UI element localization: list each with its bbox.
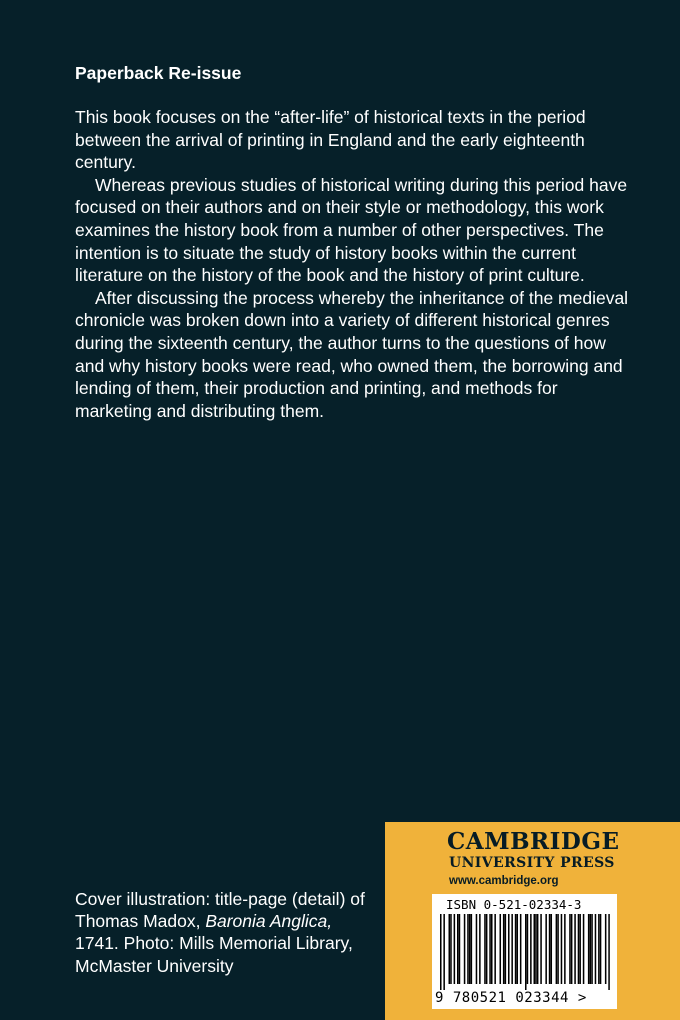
barcode-bar: [540, 914, 542, 984]
barcode-bar: [515, 914, 517, 984]
barcode-bar: [464, 914, 466, 984]
barcode-bar: [457, 914, 459, 984]
barcode-digits: 9 780521 023344 >: [435, 990, 587, 1006]
publisher-name: CAMBRIDGE: [447, 828, 620, 855]
caption-text-1: Cover illustration: title-page (detail) of Thomas Madox,: [75, 889, 365, 932]
caption-book-title: Baronia Anglica,: [205, 911, 333, 932]
barcode-bar: [590, 914, 592, 984]
barcode-bar: [534, 914, 536, 984]
cover-heading: Paperback Re-issue: [75, 63, 242, 83]
barcode-bar: [571, 914, 573, 984]
blurb-paragraph-2: Whereas previous studies of historical writing during this period have focused on their authors and on their style or methodology, this work examines the history book from a number of other perspectives. The intention is to situate the study of history books within the current literature on the history of the book and the history of print culture.: [75, 174, 628, 286]
publisher-url[interactable]: www.cambridge.org: [449, 875, 559, 887]
barcode-bar: [600, 914, 602, 984]
barcode-bar: [520, 914, 522, 984]
barcode-bar: [479, 914, 481, 984]
barcode-bar: [527, 914, 529, 984]
isbn-label: ISBN 0-521-02334-3: [446, 897, 582, 912]
barcode-bar: [503, 914, 505, 984]
barcode-bar: [605, 914, 607, 984]
barcode-bar: [569, 914, 571, 984]
barcode-bar: [537, 914, 539, 984]
barcode-bar: [564, 914, 566, 984]
barcode-bar: [467, 914, 469, 984]
barcode-bar: [500, 914, 502, 984]
barcode-bar: [505, 914, 507, 984]
barcode-bar: [545, 914, 547, 984]
barcode-bar: [535, 914, 537, 984]
barcode-bar: [484, 914, 486, 984]
barcode-bar: [471, 914, 473, 984]
blurb: [75, 106, 635, 422]
barcode-bar: [595, 914, 597, 984]
blurb-paragraph-3: After discussing the process whereby the inheritance of the medieval chronicle was broken down into a variety of different historical genres during the sixteenth century, the author turns to the questions of how and why history books were read, who owned them, the borrowing and lending of them, their production and printing, and methods for marketing and distributing them.: [75, 287, 629, 421]
barcode-bar: [525, 914, 527, 990]
barcode-bar: [578, 914, 580, 984]
barcode-bar: [591, 914, 593, 984]
barcode-bar: [551, 914, 553, 984]
barcode-bar: [530, 914, 532, 984]
blurb-paragraph-1: This book focuses on the “after-life” of historical texts in the period between the arrival of printing in England and the early eighteenth century.: [75, 107, 586, 173]
barcode-bar: [574, 914, 576, 984]
barcode-bar: [459, 914, 461, 984]
publisher-subname: UNIVERSITY PRESS: [449, 855, 615, 871]
barcode-bar: [598, 914, 600, 984]
barcode-bar: [517, 914, 519, 984]
barcode-bar: [557, 914, 559, 984]
barcode-bar: [583, 914, 585, 984]
barcode-bar: [491, 914, 493, 984]
barcode-bar: [489, 914, 491, 984]
barcode-bar: [561, 914, 563, 984]
barcode-bar: [476, 914, 478, 984]
barcode-bar: [549, 914, 551, 984]
barcode-bar: [494, 914, 496, 984]
barcode-bar: [454, 914, 456, 984]
barcode-bar: [450, 914, 452, 984]
barcode-bar: [443, 914, 445, 990]
caption-text-2: 1741. Photo: Mills Memorial Library, McMaster University: [75, 933, 353, 976]
barcode-bar: [511, 914, 513, 984]
barcode-icon: [440, 914, 610, 990]
barcode-box: [432, 894, 617, 1009]
barcode-bar: [588, 914, 590, 984]
barcode-bar: [556, 914, 558, 984]
barcode-bar: [469, 914, 471, 984]
publisher-panel: [385, 822, 680, 1020]
barcode-bar: [579, 914, 581, 984]
barcode-bar: [608, 914, 610, 990]
barcode-bar: [440, 914, 442, 990]
barcode-bar: [508, 914, 510, 984]
cover-illustration-caption: [75, 888, 375, 977]
barcode-bar: [449, 914, 451, 984]
barcode-bar: [486, 914, 488, 984]
